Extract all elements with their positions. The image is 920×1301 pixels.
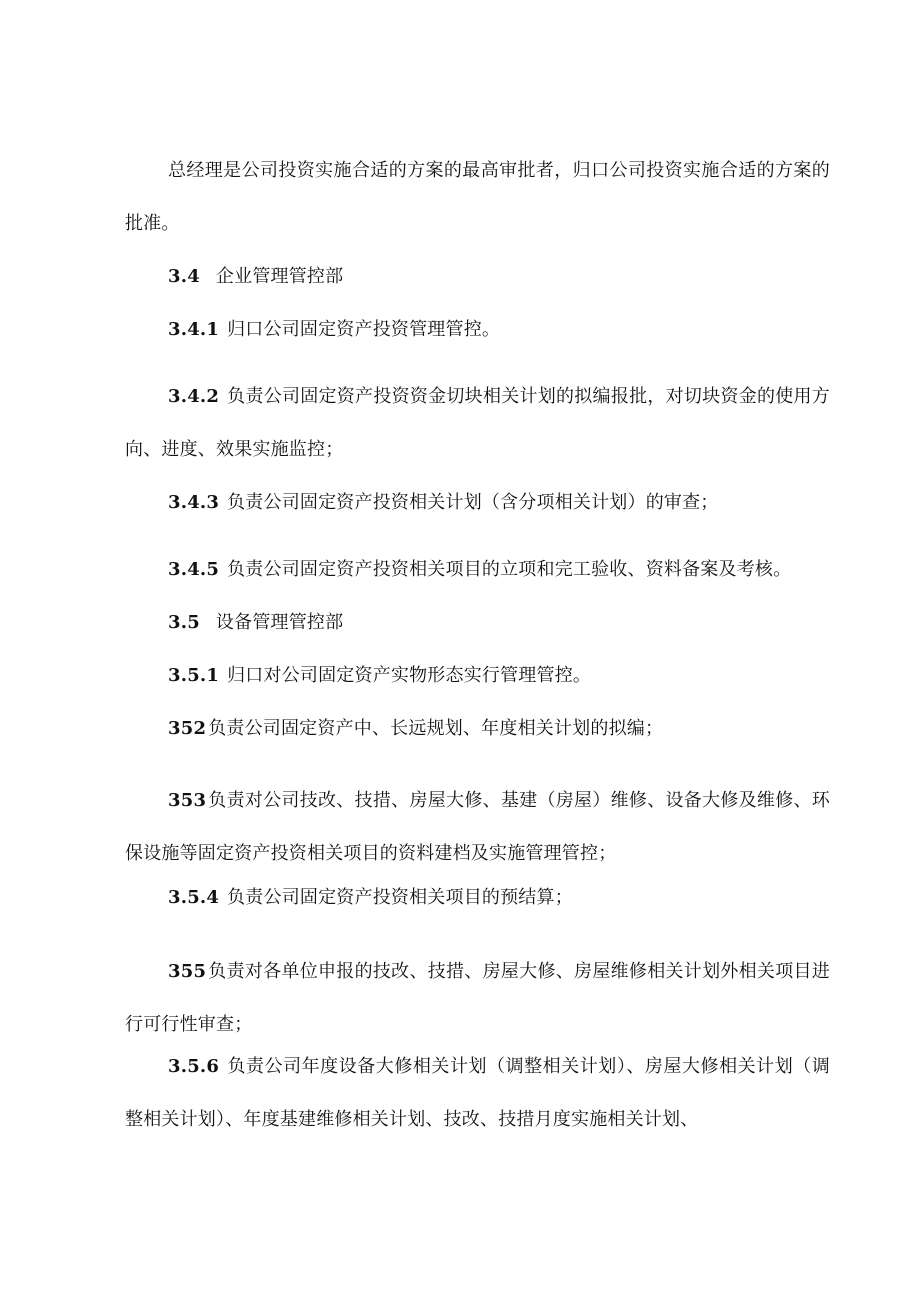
paragraph-text: 归口公司固定资产投资管理管控。 xyxy=(227,319,501,340)
paragraph-text: 负责公司固定资产投资相关计划（含分项相关计划）的审查； xyxy=(227,492,719,513)
section-number: 3.4.2 xyxy=(168,386,220,407)
paragraph-text: 总经理是公司投资实施合适的方案的最高审批者，归口公司投资实施合适的方案的批准。 xyxy=(125,160,830,234)
paragraph-3-5-6 xyxy=(125,1040,830,1146)
paragraph-353 xyxy=(125,774,830,880)
paragraph-3-5-4 xyxy=(125,871,830,924)
paragraph-text: 负责对公司技改、技措、房屋大修、基建（房屋）维修、设备大修及维修、环保设施等固定资产投资相关项目的资料建档及实施管理管控； xyxy=(125,790,830,864)
paragraph-text: 负责公司固定资产投资相关项目的预结算； xyxy=(227,887,573,908)
paragraph-352 xyxy=(125,702,830,755)
section-number: 3.5.1 xyxy=(168,665,220,686)
section-number: 3.4.3 xyxy=(168,492,220,513)
paragraph-3-4-3 xyxy=(125,476,830,529)
paragraph-3-5-1 xyxy=(125,649,830,702)
section-number: 3.4.1 xyxy=(168,319,220,340)
section-number: 3.5.6 xyxy=(168,1056,220,1077)
paragraph-text: 归口对公司固定资产实物形态实行管理管控。 xyxy=(227,665,592,686)
section-number: 3.5 xyxy=(168,612,200,633)
paragraph-intro xyxy=(125,144,830,250)
paragraph-text: 负责对各单位申报的技改、技措、房屋大修、房屋维修相关计划外相关项目进行可行性审查； xyxy=(125,961,830,1035)
section-number: 353 xyxy=(168,790,207,811)
paragraph-text: 负责公司年度设备大修相关计划（调整相关计划）、房屋大修相关计划（调整相关计划）、年度基建维修相关计划、技改、技措月度实施相关计划、 xyxy=(125,1056,830,1130)
section-heading-3-4 xyxy=(125,250,830,303)
section-number: 3.5.4 xyxy=(168,887,220,908)
section-number: 3.4.5 xyxy=(168,559,220,580)
paragraph-text: 负责公司固定资产投资资金切块相关计划的拟编报批，对切块资金的使用方向、进度、效果实施监控； xyxy=(125,386,830,460)
section-number: 352 xyxy=(168,718,207,739)
section-number: 355 xyxy=(168,961,207,982)
paragraph-text: 负责公司固定资产中、长远规划、年度相关计划的拟编； xyxy=(208,718,664,739)
section-title: 设备管理管控部 xyxy=(215,612,344,633)
paragraph-3-4-2 xyxy=(125,370,830,476)
paragraph-355 xyxy=(125,945,830,1051)
section-title: 企业管理管控部 xyxy=(215,266,344,287)
paragraph-3-4-1 xyxy=(125,303,830,356)
paragraph-text: 负责公司固定资产投资相关项目的立项和完工验收、资料备案及考核。 xyxy=(227,559,792,580)
section-number: 3.4 xyxy=(168,266,200,287)
paragraph-3-4-5 xyxy=(125,543,830,596)
section-heading-3-5 xyxy=(125,596,830,649)
